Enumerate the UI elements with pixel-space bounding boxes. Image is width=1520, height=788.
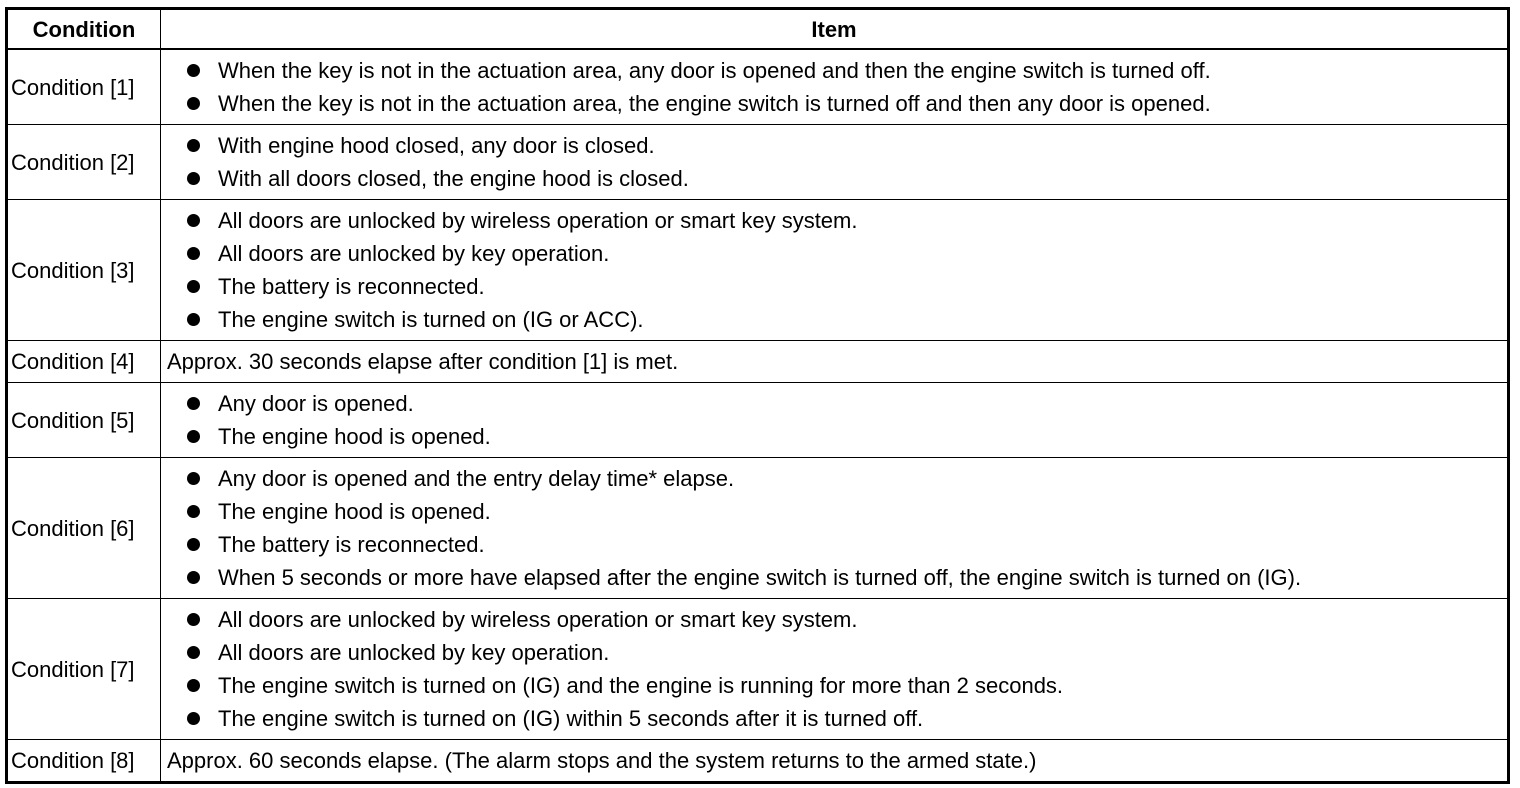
- condition-label: Condition [1]: [7, 49, 161, 125]
- condition-item: [167, 561, 1501, 594]
- condition-item-text: The engine switch is turned on (IG) within 5 seconds after it is turned off.: [218, 706, 924, 731]
- condition-item: [167, 270, 1501, 303]
- condition-label: Condition [2]: [7, 125, 161, 200]
- condition-item-text: The battery is reconnected.: [218, 532, 485, 557]
- bullet-icon: [187, 172, 200, 185]
- condition-items-cell: [161, 341, 1509, 383]
- bullet-icon: [187, 430, 200, 443]
- bullet-icon: [187, 397, 200, 410]
- bullet-icon: [187, 613, 200, 626]
- condition-item-list: [167, 54, 1501, 120]
- condition-item-list: [167, 387, 1501, 453]
- condition-item: [167, 462, 1501, 495]
- condition-items-cell: [161, 599, 1509, 740]
- condition-label: Condition [6]: [7, 458, 161, 599]
- header-row: [7, 9, 1509, 50]
- condition-item-text: When the key is not in the actuation area, any door is opened and then the engine switch is turned off.: [218, 58, 1211, 83]
- condition-item-text: All doors are unlocked by wireless operation or smart key system.: [218, 607, 858, 632]
- condition-items-cell: [161, 740, 1509, 783]
- condition-item: [167, 303, 1501, 336]
- bullet-icon: [187, 280, 200, 293]
- condition-item-text: Any door is opened and the entry delay time* elapse.: [218, 466, 735, 491]
- bullet-icon: [187, 97, 200, 110]
- condition-label: Condition [8]: [7, 740, 161, 783]
- condition-item-list: [167, 129, 1501, 195]
- condition-item-text: The engine switch is turned on (IG or ACC).: [218, 307, 644, 332]
- condition-item: [167, 237, 1501, 270]
- bullet-icon: [187, 472, 200, 485]
- condition-item-text: The engine hood is opened.: [218, 499, 491, 524]
- bullet-icon: [187, 712, 200, 725]
- bullet-icon: [187, 139, 200, 152]
- condition-item-list: [167, 462, 1501, 594]
- bullet-icon: [187, 247, 200, 260]
- condition-item: [167, 528, 1501, 561]
- condition-row: [7, 458, 1509, 599]
- condition-item: [167, 669, 1501, 702]
- condition-row: [7, 341, 1509, 383]
- condition-item-text: When 5 seconds or more have elapsed after the engine switch is turned off, the engine switch is turned on (IG).: [218, 565, 1302, 590]
- condition-item-list: [167, 204, 1501, 336]
- condition-item-text: All doors are unlocked by key operation.: [218, 640, 610, 665]
- condition-row: [7, 49, 1509, 125]
- condition-row: [7, 599, 1509, 740]
- bullet-icon: [187, 571, 200, 584]
- condition-row: [7, 383, 1509, 458]
- bullet-icon: [187, 64, 200, 77]
- condition-item: [167, 495, 1501, 528]
- condition-item-text: With engine hood closed, any door is closed.: [218, 133, 655, 158]
- condition-item-text: The battery is reconnected.: [218, 274, 485, 299]
- condition-items-cell: [161, 458, 1509, 599]
- condition-row: [7, 740, 1509, 783]
- condition-item-text: The engine switch is turned on (IG) and the engine is running for more than 2 seconds.: [218, 673, 1064, 698]
- condition-item: [167, 162, 1501, 195]
- condition-item: [167, 702, 1501, 735]
- condition-items-cell: [161, 49, 1509, 125]
- bullet-icon: [187, 538, 200, 551]
- condition-item-text: When the key is not in the actuation area, the engine switch is turned off and then any door is opened.: [218, 91, 1211, 116]
- condition-column-header: Condition: [7, 9, 161, 50]
- bullet-icon: [187, 214, 200, 227]
- condition-label: Condition [7]: [7, 599, 161, 740]
- conditions-table-body: [7, 49, 1509, 783]
- condition-item-text: Approx. 30 seconds elapse after condition [1] is met.: [167, 349, 679, 374]
- condition-item-text: All doors are unlocked by wireless operation or smart key system.: [218, 208, 858, 233]
- condition-item: [167, 603, 1501, 636]
- condition-item-text: Any door is opened.: [218, 391, 414, 416]
- condition-item: [167, 636, 1501, 669]
- condition-label: Condition [5]: [7, 383, 161, 458]
- condition-item-text: The engine hood is opened.: [218, 424, 491, 449]
- condition-row: [7, 125, 1509, 200]
- condition-item: [167, 204, 1501, 237]
- condition-item: [167, 387, 1501, 420]
- condition-item: [167, 87, 1501, 120]
- condition-item: [167, 54, 1501, 87]
- condition-items-cell: [161, 200, 1509, 341]
- condition-item-text: With all doors closed, the engine hood is closed.: [218, 166, 689, 191]
- condition-items-cell: [161, 383, 1509, 458]
- bullet-icon: [187, 505, 200, 518]
- bullet-icon: [187, 313, 200, 326]
- condition-item-list: [167, 603, 1501, 735]
- condition-item-text: Approx. 60 seconds elapse. (The alarm stops and the system returns to the armed state.): [167, 748, 1037, 773]
- item-column-header: Item: [161, 9, 1509, 50]
- condition-label: Condition [3]: [7, 200, 161, 341]
- condition-label: Condition [4]: [7, 341, 161, 383]
- condition-items-cell: [161, 125, 1509, 200]
- condition-item: [167, 420, 1501, 453]
- bullet-icon: [187, 646, 200, 659]
- conditions-table-container: [5, 7, 1510, 784]
- conditions-table: [5, 7, 1510, 784]
- condition-item-text: All doors are unlocked by key operation.: [218, 241, 610, 266]
- condition-item: [167, 129, 1501, 162]
- condition-row: [7, 200, 1509, 341]
- bullet-icon: [187, 679, 200, 692]
